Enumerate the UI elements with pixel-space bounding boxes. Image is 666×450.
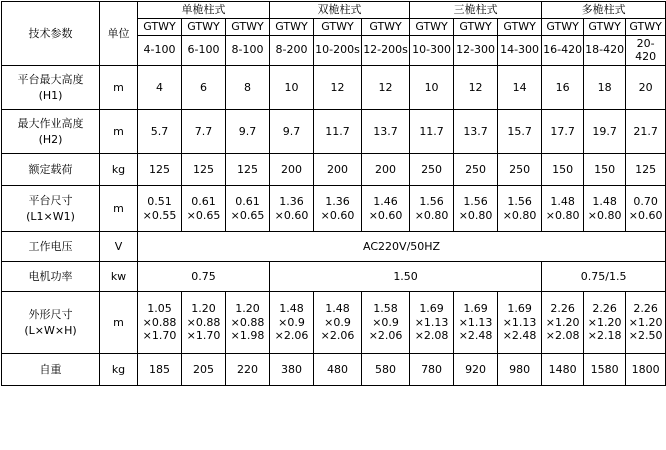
row-label <box>2 292 100 354</box>
cell-value: 200 <box>362 154 410 186</box>
row-label-line1: 最大作业高度 <box>17 116 84 130</box>
cell-line: ×1.20 <box>545 315 580 329</box>
cell-line: ×1.70 <box>142 329 177 343</box>
cell-line: 0.61 <box>191 194 216 208</box>
cell-value: 920 <box>454 354 498 386</box>
row-label: 额定载荷 <box>2 154 100 186</box>
cell-value: 21.7 <box>626 110 666 154</box>
cell-value <box>542 186 584 232</box>
group-header-3: 三桅柱式 <box>410 2 542 19</box>
cell-line: 1.05 <box>147 301 172 315</box>
cell-value: 12 <box>362 66 410 110</box>
cell-line: ×0.88 <box>142 315 177 329</box>
cell-value: 12 <box>314 66 362 110</box>
cell-line: ×0.60 <box>274 208 309 222</box>
cell-line: 2.26 <box>550 301 575 315</box>
cell-value: 480 <box>314 354 362 386</box>
cell-value <box>454 292 498 354</box>
header-unit-label: 单位 <box>100 2 138 66</box>
cell-value: 200 <box>314 154 362 186</box>
cell-value <box>182 292 226 354</box>
cell-value-span-all: AC220V/50HZ <box>138 232 666 262</box>
cell-line: ×0.60 <box>628 208 663 222</box>
cell-line: 1.48 <box>279 301 304 315</box>
row-label: 工作电压 <box>2 232 100 262</box>
cell-line: ×2.06 <box>320 329 355 343</box>
cell-line: ×2.08 <box>414 329 449 343</box>
cell-line: ×1.70 <box>186 329 221 343</box>
cell-value: 7.7 <box>182 110 226 154</box>
row-unit: kw <box>100 262 138 292</box>
cell-line: 1.36 <box>279 194 304 208</box>
cell-value: 220 <box>226 354 270 386</box>
table-row <box>2 186 666 232</box>
cell-value: 150 <box>584 154 626 186</box>
cell-value <box>270 186 314 232</box>
model-prefix-5: GTWY <box>314 18 362 35</box>
cell-value: 13.7 <box>454 110 498 154</box>
cell-value: 250 <box>454 154 498 186</box>
cell-value: 125 <box>626 154 666 186</box>
cell-value: 125 <box>226 154 270 186</box>
cell-line: ×2.48 <box>458 329 493 343</box>
cell-line: 1.56 <box>419 194 444 208</box>
model-suffix-7: 10-300 <box>410 35 454 66</box>
cell-value: 8 <box>226 66 270 110</box>
cell-value: 205 <box>182 354 226 386</box>
row-label-line1: 平台最大高度 <box>17 72 84 86</box>
cell-line: ×0.9 <box>324 315 351 329</box>
model-suffix-4: 8-200 <box>270 35 314 66</box>
model-suffix-8: 12-300 <box>454 35 498 66</box>
model-prefix-12: GTWY <box>626 18 666 35</box>
model-suffix-10: 16-420 <box>542 35 584 66</box>
cell-line: 2.26 <box>592 301 617 315</box>
cell-value: 580 <box>362 354 410 386</box>
row-label <box>2 110 100 154</box>
cell-value: 200 <box>270 154 314 186</box>
cell-value: 1580 <box>584 354 626 386</box>
row-label <box>2 186 100 232</box>
cell-value: 11.7 <box>410 110 454 154</box>
model-prefix-11: GTWY <box>584 18 626 35</box>
cell-line: ×2.06 <box>368 329 403 343</box>
cell-line: 0.70 <box>633 194 658 208</box>
row-unit: kg <box>100 354 138 386</box>
cell-value: 250 <box>410 154 454 186</box>
cell-value <box>584 186 626 232</box>
cell-value: 9.7 <box>270 110 314 154</box>
cell-line: 1.46 <box>373 194 398 208</box>
cell-value <box>626 186 666 232</box>
model-prefix-10: GTWY <box>542 18 584 35</box>
cell-value <box>626 292 666 354</box>
row-label <box>2 66 100 110</box>
model-prefix-2: GTWY <box>182 18 226 35</box>
cell-value: 125 <box>138 154 182 186</box>
model-suffix-6: 12-200s <box>362 35 410 66</box>
cell-value: 9.7 <box>226 110 270 154</box>
cell-value <box>584 292 626 354</box>
cell-value <box>498 292 542 354</box>
cell-value <box>226 292 270 354</box>
cell-line: ×0.65 <box>186 208 221 222</box>
cell-line: 2.26 <box>633 301 658 315</box>
cell-value <box>362 186 410 232</box>
table-row <box>2 66 666 110</box>
row-label-line2: (H1) <box>38 88 63 102</box>
cell-value: 16 <box>542 66 584 110</box>
cell-line: 1.69 <box>507 301 532 315</box>
cell-line: ×0.55 <box>142 208 177 222</box>
cell-value <box>410 292 454 354</box>
cell-value: 13.7 <box>362 110 410 154</box>
row-label: 自重 <box>2 354 100 386</box>
table-row <box>2 292 666 354</box>
cell-line: ×0.80 <box>458 208 493 222</box>
table-row <box>2 262 666 292</box>
cell-line: 1.20 <box>191 301 216 315</box>
table-row <box>2 354 666 386</box>
cell-value: 4 <box>138 66 182 110</box>
cell-value: 980 <box>498 354 542 386</box>
row-label-line1: 外形尺寸 <box>28 307 73 321</box>
cell-value <box>314 292 362 354</box>
model-suffix-12: 20-420 <box>626 35 666 66</box>
model-prefix-9: GTWY <box>498 18 542 35</box>
cell-value: 125 <box>182 154 226 186</box>
model-prefix-1: GTWY <box>138 18 182 35</box>
cell-line: ×0.88 <box>230 315 265 329</box>
cell-value: 6 <box>182 66 226 110</box>
cell-line: 1.20 <box>235 301 260 315</box>
model-prefix-4: GTWY <box>270 18 314 35</box>
cell-line: 1.48 <box>592 194 617 208</box>
cell-line: 1.48 <box>325 301 350 315</box>
cell-value: 18 <box>584 66 626 110</box>
cell-line: ×2.08 <box>545 329 580 343</box>
row-label-line2: (L1×W1) <box>26 209 75 223</box>
model-prefix-6: GTWY <box>362 18 410 35</box>
cell-value: 12 <box>454 66 498 110</box>
cell-line: ×0.80 <box>502 208 537 222</box>
cell-value: 19.7 <box>584 110 626 154</box>
cell-value <box>270 292 314 354</box>
cell-value-span: 1.50 <box>270 262 542 292</box>
model-suffix-5: 10-200s <box>314 35 362 66</box>
cell-value: 10 <box>270 66 314 110</box>
header-param-label: 技术参数 <box>2 2 100 66</box>
cell-line: ×1.20 <box>628 315 663 329</box>
cell-value <box>498 186 542 232</box>
cell-line: ×0.9 <box>278 315 305 329</box>
cell-line: 1.56 <box>463 194 488 208</box>
cell-value <box>138 186 182 232</box>
cell-line: 1.69 <box>419 301 444 315</box>
row-unit: m <box>100 186 138 232</box>
row-unit: V <box>100 232 138 262</box>
cell-line: ×0.60 <box>368 208 403 222</box>
cell-value-span: 0.75/1.5 <box>542 262 666 292</box>
cell-value <box>410 186 454 232</box>
specification-table <box>1 1 666 386</box>
cell-line: 1.58 <box>373 301 398 315</box>
cell-line: 1.69 <box>463 301 488 315</box>
cell-line: ×0.80 <box>587 208 622 222</box>
cell-line: ×1.20 <box>587 315 622 329</box>
cell-value: 10 <box>410 66 454 110</box>
cell-line: 1.56 <box>507 194 532 208</box>
row-unit: kg <box>100 154 138 186</box>
cell-value: 17.7 <box>542 110 584 154</box>
cell-value: 250 <box>498 154 542 186</box>
model-suffix-9: 14-300 <box>498 35 542 66</box>
cell-line: ×0.65 <box>230 208 265 222</box>
table-row <box>2 110 666 154</box>
cell-line: ×0.60 <box>320 208 355 222</box>
cell-value <box>542 292 584 354</box>
row-label-line2: (H2) <box>38 132 63 146</box>
cell-value <box>226 186 270 232</box>
cell-value: 780 <box>410 354 454 386</box>
cell-line: ×1.98 <box>230 329 265 343</box>
cell-line: ×0.9 <box>372 315 399 329</box>
cell-value <box>182 186 226 232</box>
row-label: 电机功率 <box>2 262 100 292</box>
group-header-1: 单桅柱式 <box>138 2 270 19</box>
model-prefix-8: GTWY <box>454 18 498 35</box>
cell-line: ×0.80 <box>414 208 449 222</box>
row-unit: m <box>100 66 138 110</box>
cell-value: 15.7 <box>498 110 542 154</box>
table-header-row-groups <box>2 2 666 19</box>
cell-line: 1.48 <box>550 194 575 208</box>
cell-value-span: 0.75 <box>138 262 270 292</box>
cell-line: ×2.06 <box>274 329 309 343</box>
cell-line: 1.36 <box>325 194 350 208</box>
cell-value <box>138 292 182 354</box>
model-suffix-11: 18-420 <box>584 35 626 66</box>
cell-line: ×0.88 <box>186 315 221 329</box>
model-suffix-3: 8-100 <box>226 35 270 66</box>
cell-value: 150 <box>542 154 584 186</box>
group-header-4: 多桅柱式 <box>542 2 666 19</box>
cell-line: ×0.80 <box>545 208 580 222</box>
group-header-2: 双桅柱式 <box>270 2 410 19</box>
row-label-line1: 平台尺寸 <box>28 193 73 207</box>
table-row <box>2 154 666 186</box>
model-suffix-2: 6-100 <box>182 35 226 66</box>
cell-value: 380 <box>270 354 314 386</box>
cell-value: 1480 <box>542 354 584 386</box>
cell-value <box>362 292 410 354</box>
cell-value <box>454 186 498 232</box>
cell-line: 0.61 <box>235 194 260 208</box>
cell-value: 185 <box>138 354 182 386</box>
model-prefix-3: GTWY <box>226 18 270 35</box>
cell-line: ×1.13 <box>414 315 449 329</box>
cell-value <box>314 186 362 232</box>
cell-line: ×2.48 <box>502 329 537 343</box>
cell-value: 5.7 <box>138 110 182 154</box>
cell-value: 20 <box>626 66 666 110</box>
cell-value: 1800 <box>626 354 666 386</box>
cell-value: 14 <box>498 66 542 110</box>
row-label-line2: (L×W×H) <box>24 323 77 337</box>
table-row <box>2 232 666 262</box>
cell-line: ×1.13 <box>458 315 493 329</box>
row-unit: m <box>100 292 138 354</box>
model-suffix-1: 4-100 <box>138 35 182 66</box>
cell-value: 11.7 <box>314 110 362 154</box>
row-unit: m <box>100 110 138 154</box>
model-prefix-7: GTWY <box>410 18 454 35</box>
cell-line: ×2.50 <box>628 329 663 343</box>
cell-line: 0.51 <box>147 194 172 208</box>
cell-line: ×1.13 <box>502 315 537 329</box>
cell-line: ×2.18 <box>587 329 622 343</box>
